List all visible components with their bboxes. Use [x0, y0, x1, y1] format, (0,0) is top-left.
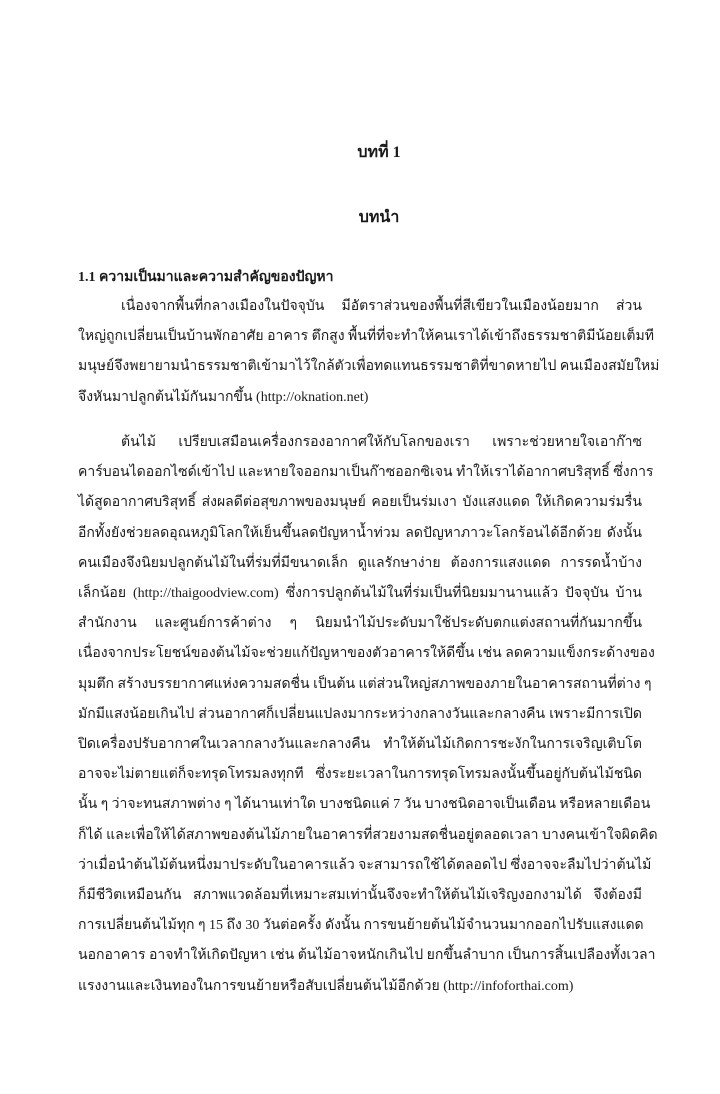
paragraph-line: ได้สูดอากาศบริสุทธิ์ ส่งผลดีต่อสุขภาพของมนุษย์ คอยเป็นร่มเงา บังแสงแดด ให้เกิดความร่มรื่น: [78, 495, 642, 511]
section-heading: 1.1 ความเป็นมาและความสำคัญของปัญหา: [78, 270, 334, 285]
paragraph-line: ปิดเครื่องปรับอากาศในเวลากลางวันและกลางคืน ทำให้ต้นไม้เกิดการชะงักในการเจริญเติบโต: [78, 737, 642, 753]
paragraph-line: ก็มีชีวิตเหมือนกัน สภาพแวดล้อมที่เหมาะสมเท่านั้นจึงจะทำให้ต้นไม้เจริญงอกงามได้ จึงต้องมี: [78, 888, 642, 904]
paragraph-line: ว่าเมื่อนำต้นไม้ต้นหนึ่งมาประดับในอาคารแล้ว จะสามารถใช้ได้ตลอดไป ซึ่งอาจจะลืมไปว่าต้นไม้: [78, 857, 652, 873]
paragraph-line: เนื่องจากประโยชน์ของต้นไม้จะช่วยแก้ปัญหาของตัวอาคารให้ดีขึ้น เช่น ลดความแข็งกระด้างของ: [78, 646, 655, 662]
paragraph-line: ก็ได้ และเพื่อให้ได้สภาพของต้นไม้ภายในอาคารที่สวยงามสดชื่นอยู่ตลอดเวลา บางคนเข้าใจผิดคิด: [78, 827, 658, 843]
paragraph-line: อาจจะไม่ตายแต่ก็จะทรุดโทรมลงทุกที ซึ่งระยะเวลาในการทรุดโทรมลงนั้นขึ้นอยู่กับต้นไม้ชนิด: [78, 767, 642, 783]
paragraph-line: นอกอาคาร อาจทำให้เกิดปัญหา เช่น ต้นไม้อาจหนักเกินไป ยกขึ้นลำบาก เป็นการสิ้นเปลืองทั้งเวลา: [78, 948, 656, 964]
paragraph-line: อีกทั้งยังช่วยลดอุณหภูมิโลกให้เย็นขึ้นลดปัญหาน้ำท่วม ลดปัญหาภาวะโลกร้อนได้อีกด้วย ดังนั้น: [78, 525, 642, 541]
paragraph-line: มักมีแสงน้อยเกินไป ส่วนอากาศก็เปลี่ยนแปลงมากระหว่างกลางวันและกลางคืน เพราะมีการเปิด: [78, 706, 642, 722]
paragraph-line: เล็กน้อย (http://thaigoodview.com) ซึ่งการปลูกต้นไม้ในที่ร่มเป็นที่นิยมมานานแล้ว ปัจจุบัน บ้าน: [78, 586, 642, 602]
paragraph-line: คนเมืองจึงนิยมปลูกต้นไม้ในที่ร่มที่มีขนาดเล็ก ดูแลรักษาง่าย ต้องการแสงแดด การรดน้ำบ้าง: [78, 555, 642, 571]
paragraph-line: สำนักงาน และศูนย์การค้าต่าง ๆ นิยมนำไม้ประดับมาใช้ประดับตกแต่งสถานที่กันมากขึ้น: [78, 616, 642, 632]
paragraph-line: นั้น ๆ ว่าจะทนสภาพต่าง ๆ ได้นานเท่าใด บางชนิดแค่ 7 วัน บางชนิดอาจเป็นเดือน หรือหลายเดือน: [78, 797, 651, 813]
paragraph-line: เนื่องจากพื้นที่กลางเมืองในปัจจุบัน มีอัตราส่วนของพื้นที่สีเขียวในเมืองน้อยมาก ส่วน: [121, 299, 642, 314]
paragraph-1: [78, 292, 660, 413]
paragraph-2: [78, 428, 658, 1002]
paragraph-line: จึงหันมาปลูกต้นไม้กันมากขึ้น (http://oknation.net): [78, 389, 369, 405]
paragraph-line: ใหญ่ถูกเปลี่ยนเป็นบ้านพักอาศัย อาคาร ตึกสูง พื้นที่ที่จะทำให้คนเราได้เข้าถึงธรรมชาติมีน้อยเต็มที: [78, 329, 654, 345]
paragraph-line: มุมตึก สร้างบรรยากาศแห่งความสดชื่น เป็นต้น แต่ส่วนใหญ่สภาพของภายในอาคารสถานที่ต่าง ๆ: [78, 676, 652, 692]
paragraph-line: การเปลี่ยนต้นไม้ทุก ๆ 15 ถึง 30 วันต่อครั้ง ดังนั้น การขนย้ายต้นไม้จำนวนมากออกไปรับแสงแดด: [78, 918, 644, 934]
paragraph-line: คาร์บอนไดออกไซด์เข้าไป และหายใจออกมาเป็นก๊าซออกซิเจน ทำให้เราได้อากาศบริสุทธิ์ ซึ่งการ: [78, 465, 654, 481]
paragraph-line: ต้นไม้ เปรียบเสมือนเครื่องกรองอากาศให้กับโลกของเรา เพราะช่วยหายใจเอาก๊าซ: [121, 435, 642, 450]
chapter-number: บทที่ 1: [357, 144, 401, 161]
paragraph-line: แรงงานและเงินทองในการขนย้ายหรือสับเปลี่ยนต้นไม้อีกด้วย (http://infoforthai.com): [78, 978, 574, 994]
chapter-title: บทนำ: [358, 209, 400, 226]
paragraph-line: มนุษย์จึงพยายามนำธรรมชาติเข้ามาไว้ใกล้ตัวเพื่อทดแทนธรรมชาติที่ขาดหายไป คนเมืองสมัยใหม่: [78, 359, 660, 375]
